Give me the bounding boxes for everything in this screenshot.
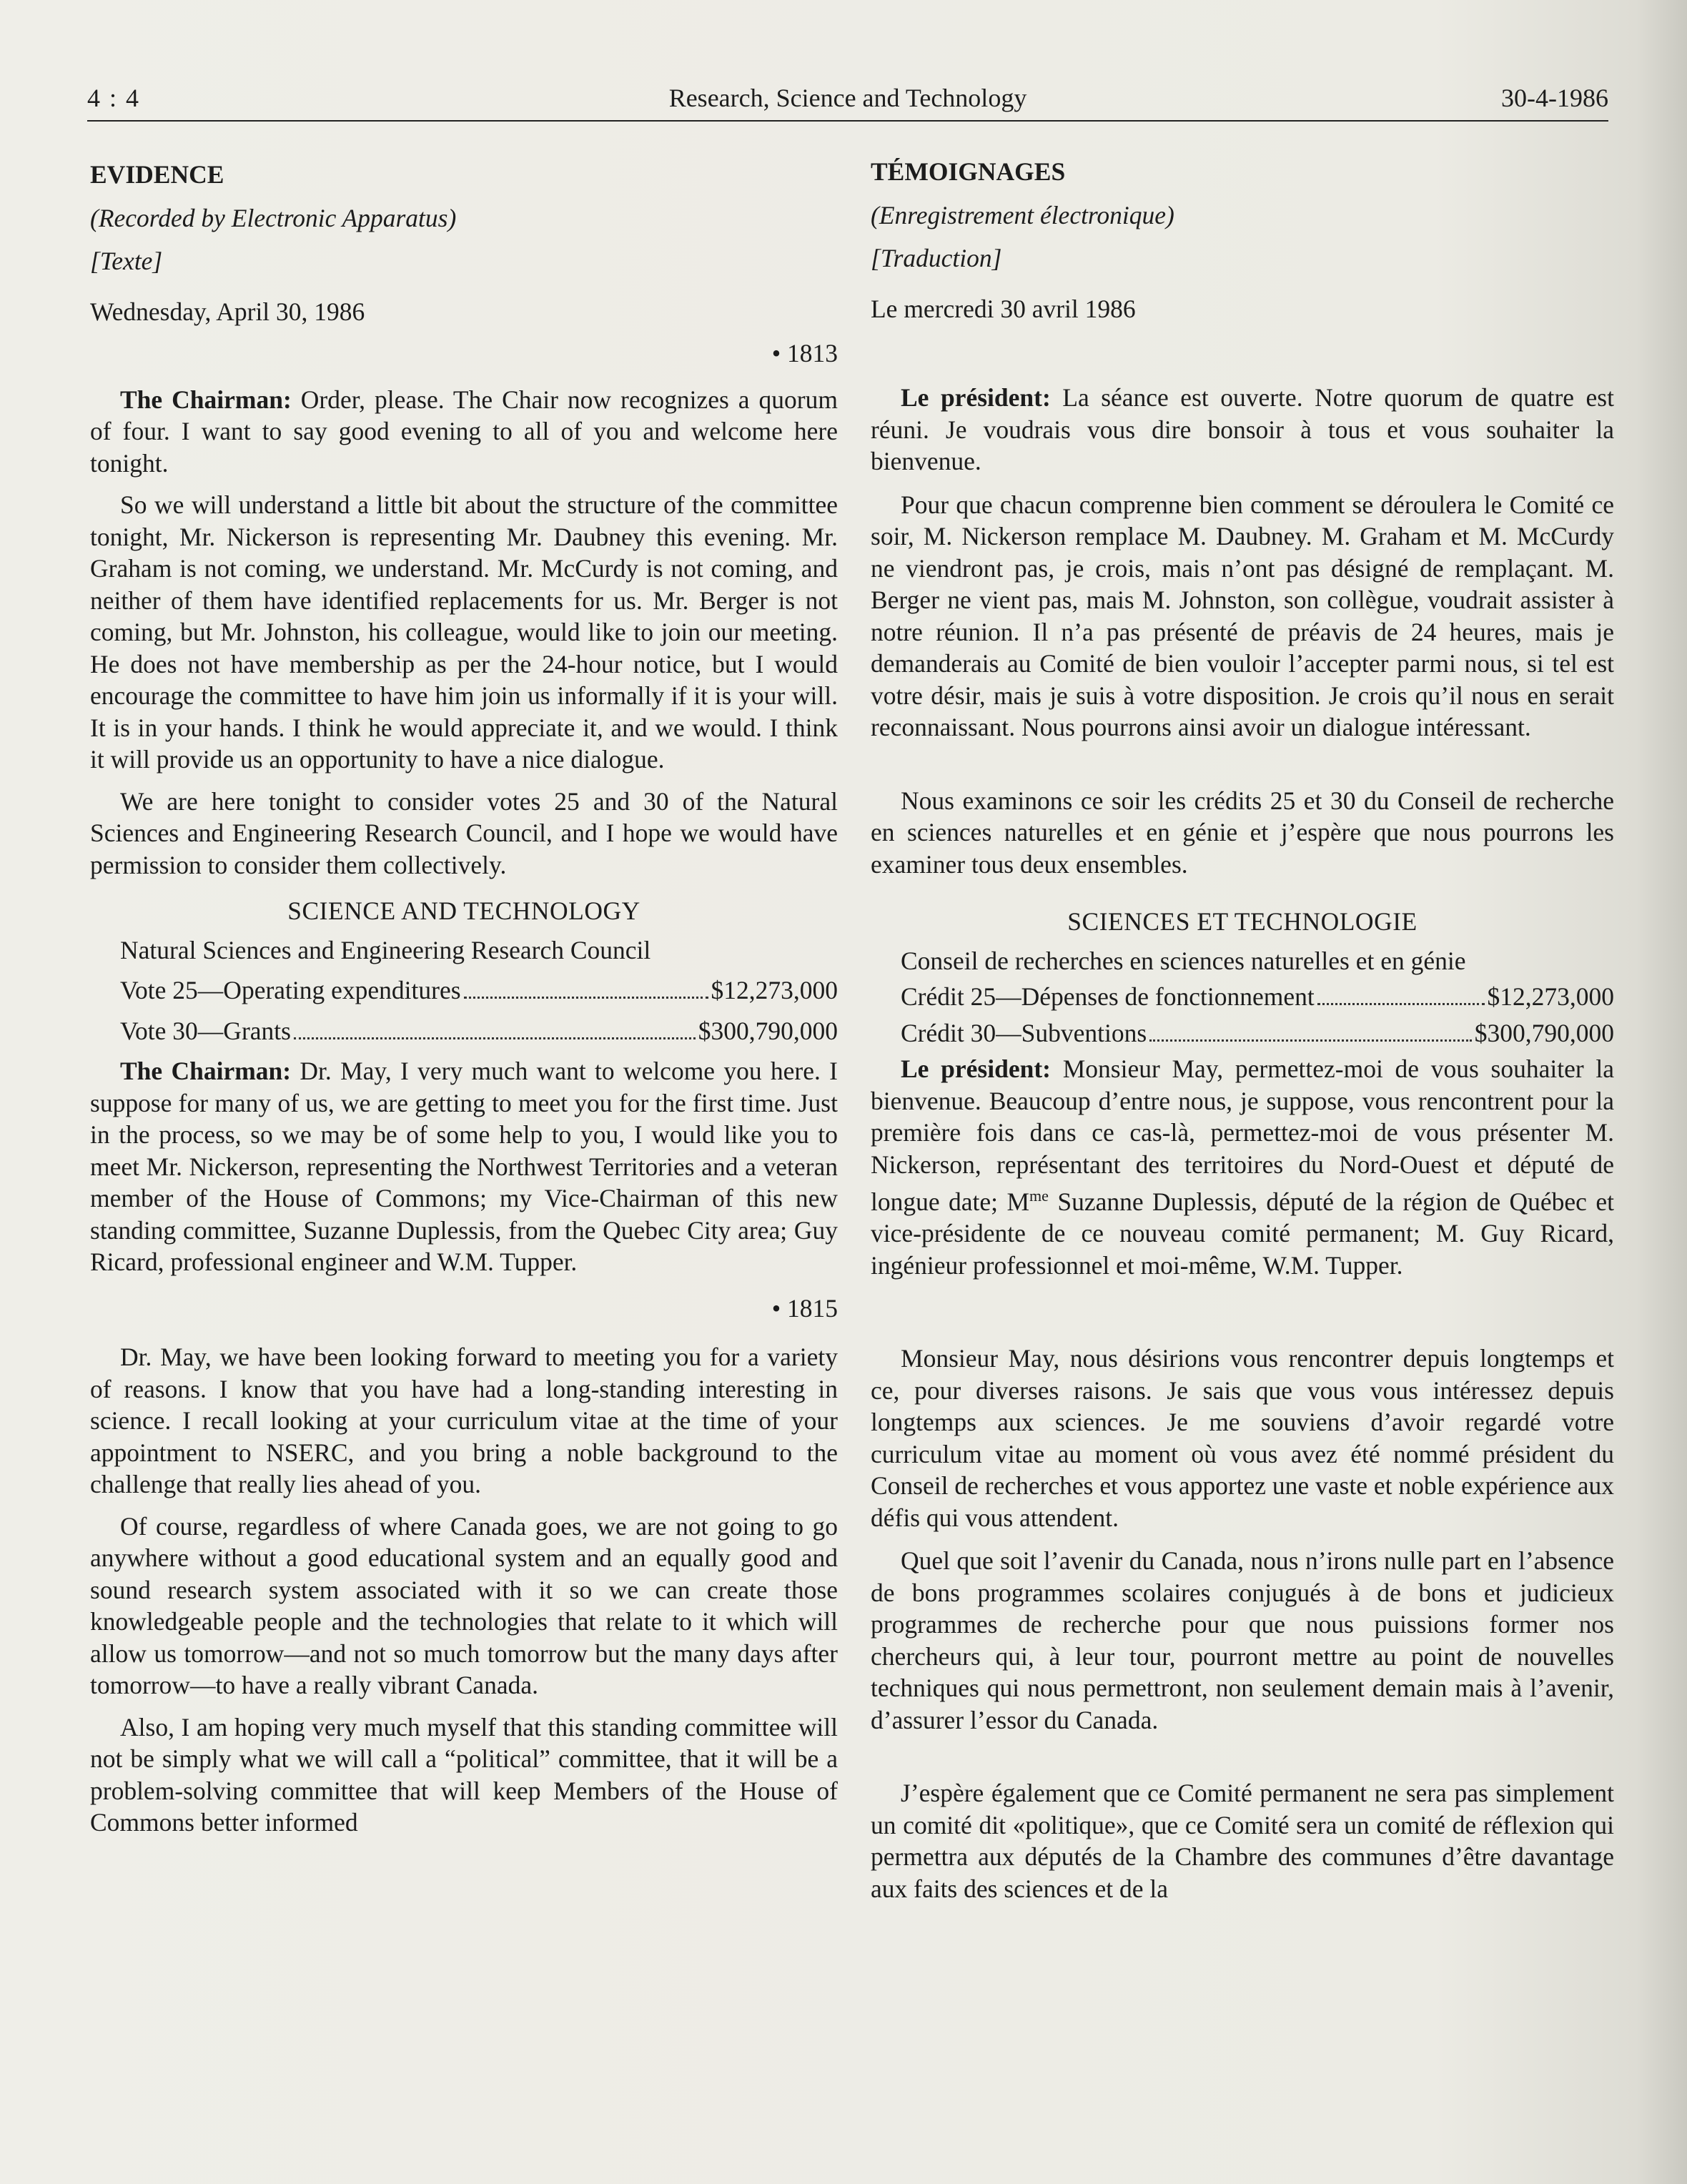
recording-note: (Enregistrement électronique): [871, 200, 1174, 229]
speaker-name: Le président:: [901, 383, 1051, 412]
paragraph-text: Dr. May, I very much want to welcome you here. I suppose for many of us, we are getting to meet you for the first time. Just in the process, so we may be of some help to you, I would like you to meet Mr. Nickerson, representing the Northwest Territories and a veteran member of the House of Commons; my Vice-Chairman of this new standing committee, Suzanne Duplessis, from the Quebec City area; Guy Ricard, professional engineer and W.M. Tupper.: [90, 1057, 838, 1276]
superscript: me: [1029, 1187, 1049, 1205]
estimates-title: SCIENCE AND TECHNOLOGY: [287, 896, 640, 925]
paragraph: Pour que chacun comprenne bien comment se déroulera le Comité ce soir, M. Nickerson remplace M. Daubney. M. Graham et M. McCurdy ne viendront pas, je crois, mais n’ont pas désigné de remplaçant. M. Berger ne vient pas, mais M. Johnston, son collègue, voudrait assister à notre réunion. Il n’a pas présenté de préavis de 24 heures, mais je demanderais au Comité de bien vouloir l’accepter parmi nous, si tel est votre désir, mais je suis à votre disposition. Je crois qu’il nous en serait reconnaissant. Nous pourrons ainsi avoir un dialogue intéressant.: [871, 490, 1614, 741]
leader-dots: [1317, 1003, 1485, 1005]
speaker-name: The Chairman:: [120, 385, 292, 414]
header-date: 30-4-1986: [1501, 84, 1608, 112]
paragraph: So we will understand a little bit about the structure of the committee tonight, Mr. Nickerson is representing Mr. Daubney this evening. Mr. Graham is not coming, we understand. Mr. McCurdy is not coming, and neither of them have identified replacements for us. Mr. Berger is not coming, but Mr. Johnston, his colleague, would like to join our meeting. He does not have membership as per the 24-hour notice, but I would encourage the committee to have him join us informally if it is your will. It is in your hands. I think he would appreciate it, and we would. I think it will provide us an opportunity to have a nice dialogue.: [90, 490, 838, 774]
text-marker: [Texte]: [90, 247, 163, 275]
paragraph: Dr. May, we have been looking forward to meeting you for a variety of reasons. I know that you have had a long-standing interesting in science. I recall looking at your curriculum vitae at the time of your appointment to NSERC, and you bring a noble background to the challenge that really lies ahead of you.: [90, 1343, 838, 1498]
time-marker: • 1813: [771, 339, 838, 367]
paragraph: We are here tonight to consider votes 25 and 30 of the Natural Sciences and Engineering Research Council, and I hope we would have permission to consider them collectively.: [90, 786, 838, 879]
vote-amount: $12,273,000: [711, 976, 838, 1004]
vote-amount: $300,790,000: [1474, 1018, 1614, 1047]
council-name: Natural Sciences and Engineering Research Council: [120, 935, 651, 964]
paragraph: Quel que soit l’avenir du Canada, nous n’irons nulle part en l’absence de bons programmes scolaires conjugués à de bons et judicieux programmes de recherche pour que nous puissions former nos chercheurs qui, à leur tour, pourront mettre au point de nouvelles techniques qui nous permettront, non seulement demain mais à l’avenir, d’assurer l’essor du Canada.: [871, 1546, 1614, 1734]
time-marker: • 1815: [771, 1293, 838, 1323]
recording-note: (Recorded by Electronic Apparatus): [90, 203, 457, 232]
paragraph-text: Order, please. The Chair now recognizes a quorum of four. I want to say good evening to all of you and welcome here tonight.: [90, 385, 838, 478]
section-heading: TÉMOIGNAGES: [871, 157, 1066, 186]
paragraph: Monsieur May, nous désirions vous rencontrer depuis longtemps et ce, pour diverses raisons. Je sais que vous vous intéressez depuis longtemps aux sciences. Je me souviens d’avoir regardé votre curriculum vitae au moment où vous avez été nommé président du Conseil de recherches et vous apportez une vaste et noble expérience aux défis qui vous attendent.: [871, 1344, 1614, 1532]
council-name: Conseil de recherches en sciences naturelles et en génie: [901, 946, 1466, 975]
vote-line: [90, 1015, 838, 1047]
date-line: Le mercredi 30 avril 1986: [871, 294, 1136, 323]
vote-amount: $300,790,000: [698, 1016, 838, 1045]
paragraph: Nous examinons ce soir les crédits 25 et 30 du Conseil de recherche en sciences naturelles et en génie et j’espère que nous pourrons les examiner tous deux ensembles.: [871, 786, 1614, 879]
leader-dots: [1149, 1039, 1472, 1042]
paragraph: [871, 382, 1614, 478]
leader-dots: [464, 997, 708, 999]
estimates-title: SCIENCES ET TECHNOLOGIE: [1067, 907, 1418, 936]
paragraph: Also, I am hoping very much myself that this standing committee will not be simply what we will call a “political” committee, that it will be a problem-solving committee that will keep Members of the House of Commons better informed: [90, 1712, 838, 1837]
date-line: Wednesday, April 30, 1986: [90, 297, 365, 326]
vote-line: [90, 974, 838, 1007]
speaker-name: The Chairman:: [120, 1057, 292, 1085]
speaker-name: Le président:: [901, 1054, 1051, 1083]
header-title: Research, Science and Technology: [668, 84, 1027, 112]
vote-label: Crédit 25—Dépenses de fonctionnement: [901, 982, 1315, 1011]
paragraph-text: La séance est ouverte. Notre quorum de quatre est réuni. Je voudrais vous dire bonsoir à tous et vous souhaiter la bienvenue.: [871, 383, 1614, 475]
vote-line: [871, 981, 1614, 1013]
paragraph: [871, 1053, 1614, 1281]
vote-line: [871, 1017, 1614, 1049]
french-column: [871, 153, 1614, 1904]
vote-label: Vote 25—Operating expenditures: [120, 976, 461, 1004]
vote-label: Crédit 30—Subventions: [901, 1018, 1147, 1047]
paragraph-text: Suzanne Duplessis, député de la région de Québec et vice-présidente de ce nouveau comité permanent; M. Guy Ricard, ingénieur professionnel et moi-même, W.M. Tupper.: [871, 1187, 1614, 1280]
text-marker: [Traduction]: [871, 244, 1002, 272]
paragraph-text: Monsieur May, permettez-moi de vous souhaiter la bienvenue. Beaucoup d’entre nous, je suppose, vous rencontrent pour la première fois dans ce cas-là, permettez-moi de vous présenter M. Nickerson, représentant des territoires du Nord-Ouest et député de longue date; M: [871, 1054, 1614, 1216]
paragraph: J’espère également que ce Comité permanent ne sera pas simplement un comité dit «politique», que ce Comité sera un comité de réflexion qui permettra aux députés de la Chambre des communes d’être davantage aux faits des sciences et de la: [871, 1779, 1614, 1903]
vote-label: Vote 30—Grants: [120, 1016, 291, 1045]
page-number: 4 : 4: [87, 84, 141, 112]
section-heading: EVIDENCE: [90, 160, 224, 189]
paragraph: [90, 384, 838, 480]
paragraph: [90, 1055, 838, 1278]
paragraph: Of course, regardless of where Canada goes, we are not going to go anywhere without a good educational system and an equally good and sound research system associated with it so we can create those knowledgeable people and the technologies that relate to it which will allow us tomorrow—and not so much tomorrow but the many days after tomorrow—to have a really vibrant Canada.: [90, 1511, 838, 1699]
page-header: [87, 80, 1608, 122]
leader-dots: [294, 1037, 696, 1039]
english-column: [90, 153, 838, 1839]
vote-amount: $12,273,000: [1487, 982, 1614, 1011]
